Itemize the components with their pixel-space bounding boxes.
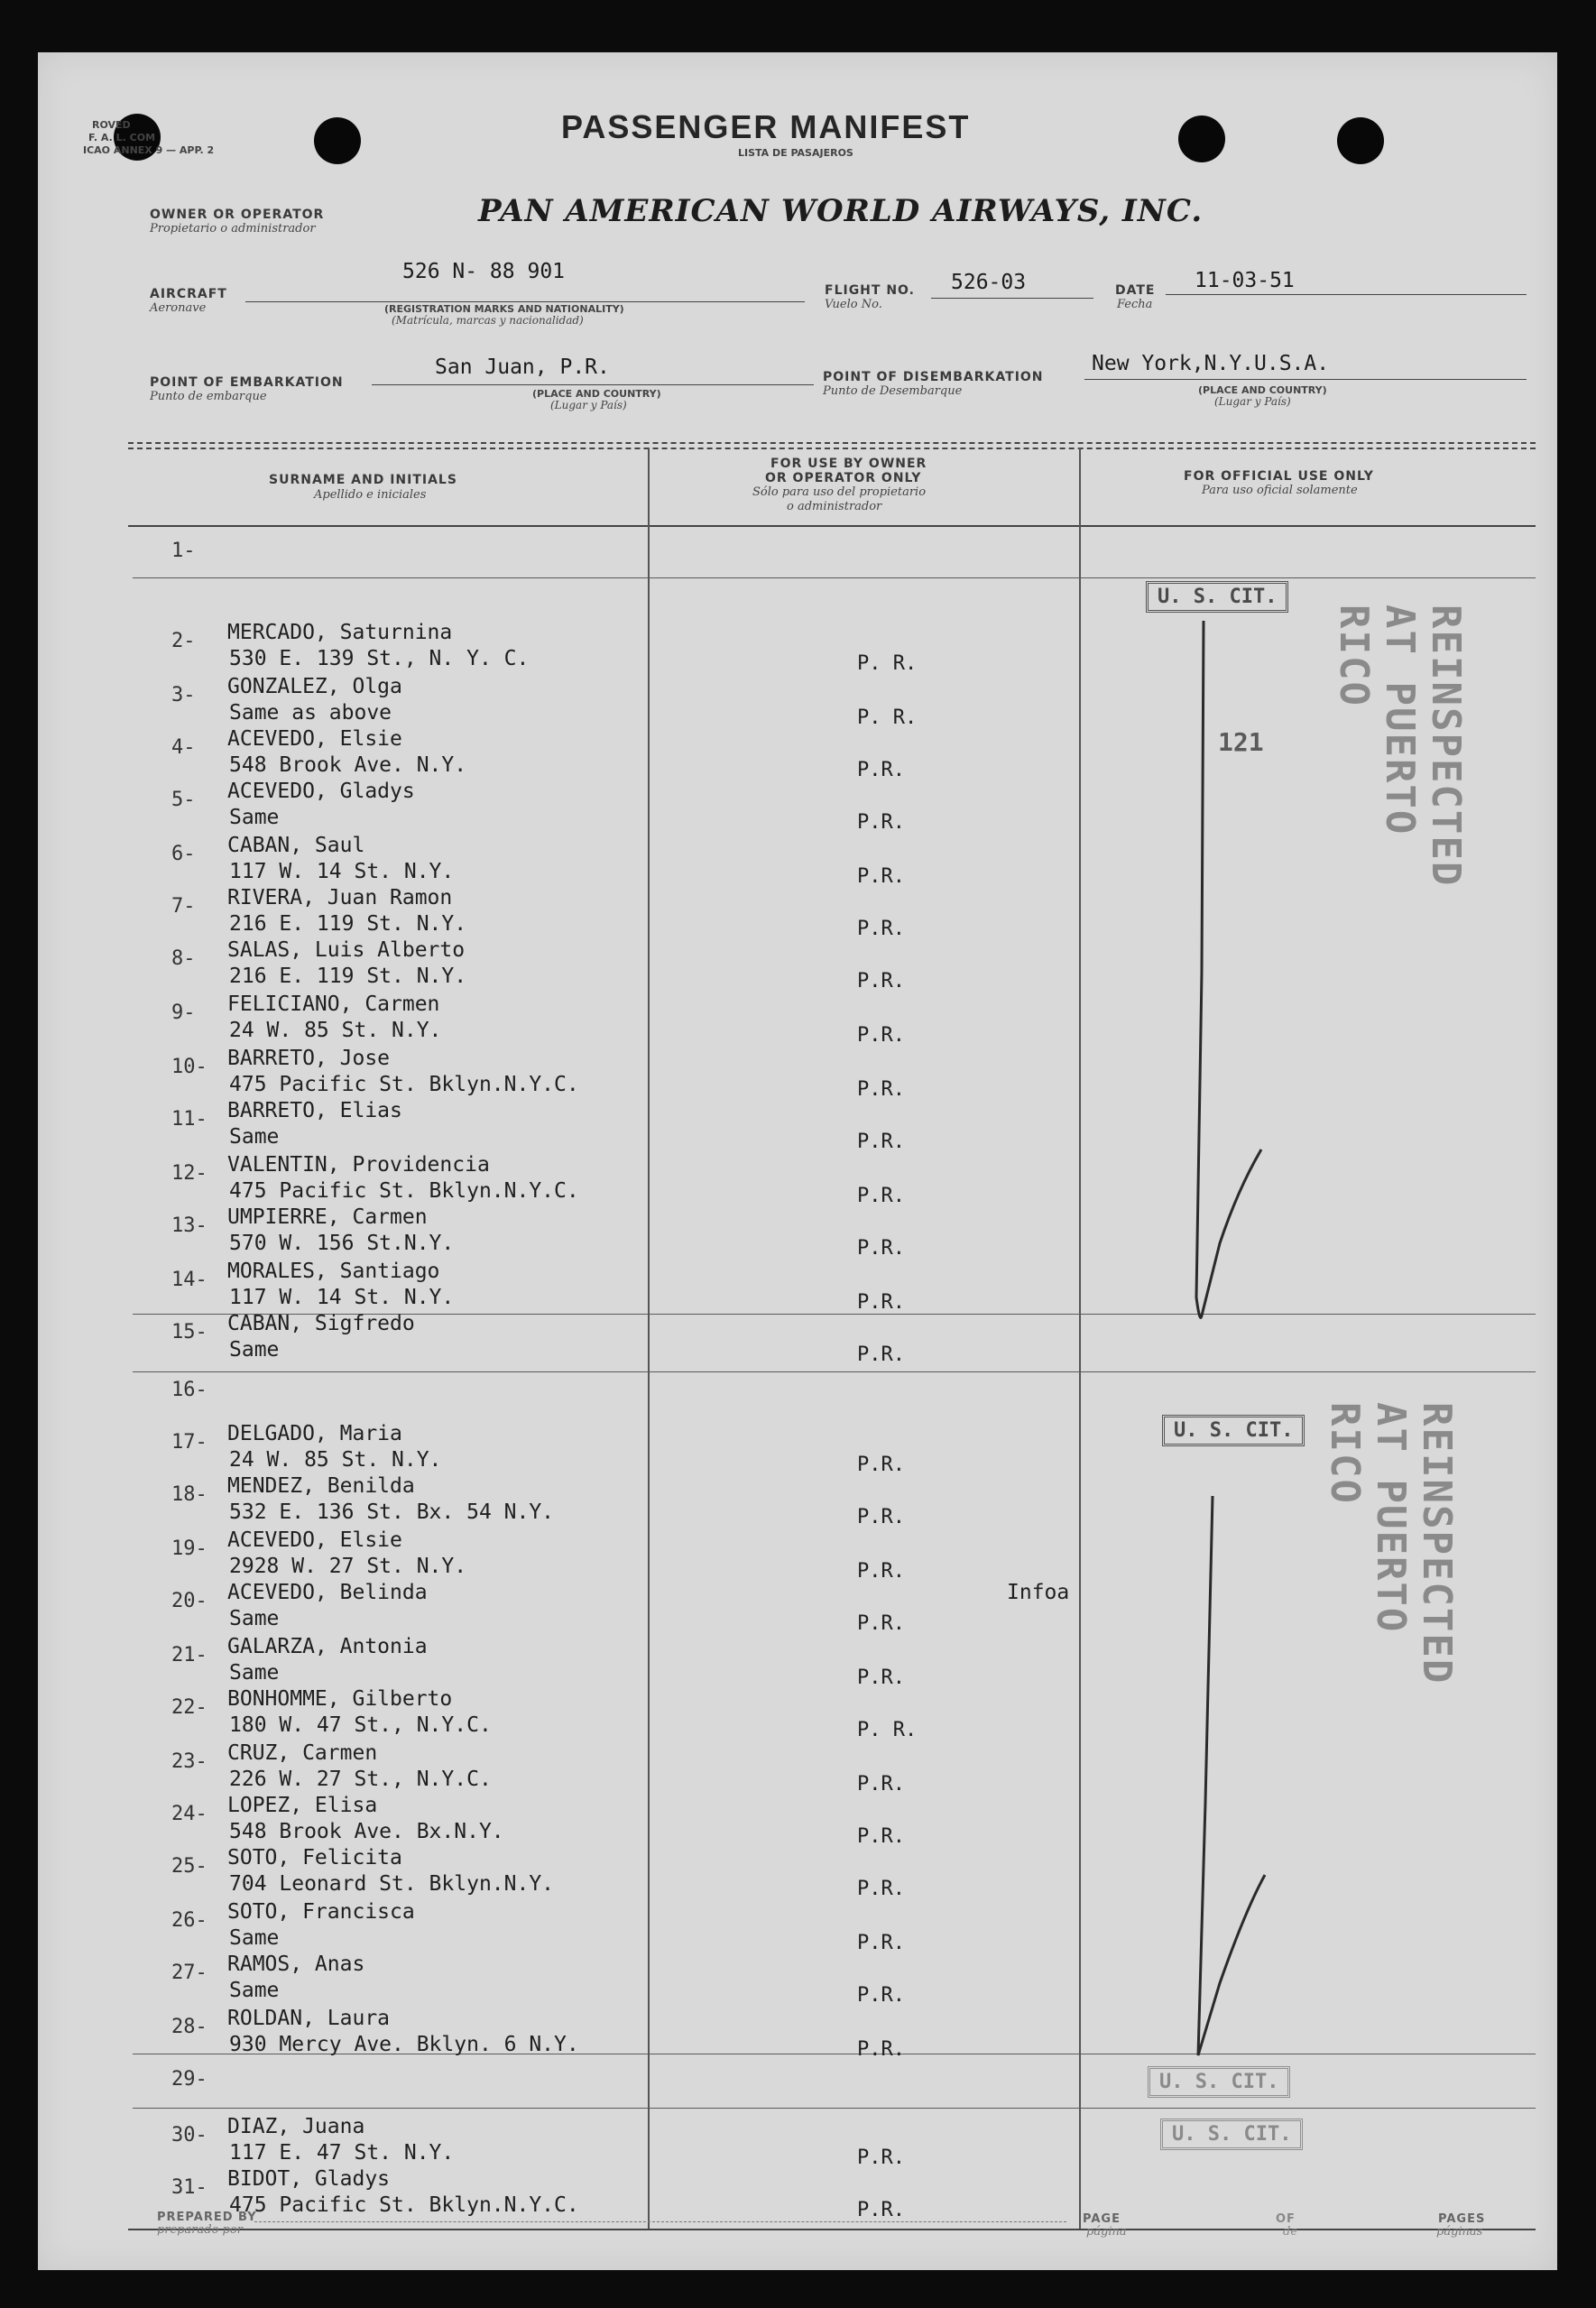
row-number: 29- xyxy=(171,2068,208,2091)
col2-header1: FOR USE BY OWNER xyxy=(770,457,927,471)
page-title-sub: LISTA DE PASAJEROS xyxy=(738,147,853,159)
passenger-address: 216 E. 119 St. N.Y. xyxy=(229,912,467,936)
operator-use: P.R. xyxy=(857,1024,905,1047)
owner-sub: Propietario o administrador xyxy=(150,222,316,235)
operator-use: P.R. xyxy=(857,1185,905,1207)
table-top-rule xyxy=(128,442,1536,444)
embark-sub: Punto de embarque xyxy=(150,390,267,403)
checkmark-icon xyxy=(1157,612,1274,1334)
operator-use: P.R. xyxy=(857,1291,905,1314)
passenger-address: Same xyxy=(229,1979,280,2002)
column-divider xyxy=(648,448,650,2229)
passenger-name: ACEVEDO, Elsie xyxy=(227,727,402,751)
operator-use: P.R. xyxy=(857,970,905,992)
passenger-name: ROLDAN, Laura xyxy=(227,2007,391,2030)
row-number: 19- xyxy=(171,1537,208,1560)
operator-use: P.R. xyxy=(857,2199,905,2221)
passenger-address: Same xyxy=(229,1661,280,1685)
row-number: 16- xyxy=(171,1379,208,1401)
checkmark-icon xyxy=(1166,1496,1283,2073)
passenger-name: LOPEZ, Elisa xyxy=(227,1794,378,1817)
passenger-address: Same xyxy=(229,806,280,829)
col2-sub1: Sólo para uso del propietario xyxy=(752,485,927,499)
embark-place-label: (PLACE AND COUNTRY) xyxy=(532,388,661,400)
date-label: DATE xyxy=(1115,283,1156,298)
row-number: 10- xyxy=(171,1056,208,1078)
passenger-address: 530 E. 139 St., N. Y. C. xyxy=(229,647,530,670)
row-number: 14- xyxy=(171,1269,208,1291)
passenger-name: ACEVEDO, Elsie xyxy=(227,1528,402,1552)
table-top-rule-2 xyxy=(128,448,1536,449)
passenger-address: 117 W. 14 St. N.Y. xyxy=(229,860,455,883)
page-title: PASSENGER MANIFEST xyxy=(561,108,971,145)
operator-use: P.R. xyxy=(857,1506,905,1528)
operator-use: P.R. xyxy=(857,1666,905,1689)
us-cit-stamp: U. S. CIT. xyxy=(1160,2119,1303,2150)
disembark-label: POINT OF DISEMBARKATION xyxy=(823,370,1044,384)
passenger-name: ACEVEDO, Belinda xyxy=(227,1581,428,1604)
row-number: 7- xyxy=(171,895,196,918)
passenger-name: BARRETO, Jose xyxy=(227,1047,391,1070)
operator-use: P.R. xyxy=(857,865,905,888)
passenger-name: ACEVEDO, Gladys xyxy=(227,780,415,803)
passenger-address: 548 Brook Ave. N.Y. xyxy=(229,753,467,777)
operator-use: P.R. xyxy=(857,2038,905,2061)
passenger-address: 532 E. 136 St. Bx. 54 N.Y. xyxy=(229,1500,555,1524)
operator-use: P.R. xyxy=(857,759,905,781)
flight-label: FLIGHT NO. xyxy=(825,283,915,298)
passenger-address: 930 Mercy Ave. Bklyn. 6 N.Y. xyxy=(229,2033,579,2056)
passenger-name: MERCADO, Saturnina xyxy=(227,621,453,644)
passenger-address: 226 W. 27 St., N.Y.C. xyxy=(229,1768,492,1791)
row-number: 8- xyxy=(171,947,196,970)
form-ref-line1: ROVED xyxy=(92,119,131,131)
operator-use: P. R. xyxy=(857,652,918,675)
row-number: 30- xyxy=(171,2124,208,2146)
passenger-address: Same as above xyxy=(229,701,392,725)
passenger-address: 117 W. 14 St. N.Y. xyxy=(229,1286,455,1309)
row-number: 21- xyxy=(171,1644,208,1666)
row-number: 23- xyxy=(171,1750,208,1773)
passenger-name: BARRETO, Elias xyxy=(227,1099,402,1122)
aircraft-value: 526 N- 88 901 xyxy=(402,260,566,283)
operator-use: P.R. xyxy=(857,1237,905,1260)
row-number: 18- xyxy=(171,1483,208,1506)
operator-use: P.R. xyxy=(857,1984,905,2007)
operator-use: P.R. xyxy=(857,1773,905,1796)
form-ref-line3: ICAO ANNEX 9 — APP. 2 xyxy=(83,144,215,156)
aircraft-rule xyxy=(245,301,805,302)
flight-rule xyxy=(931,298,1093,299)
col3-header: FOR OFFICIAL USE ONLY xyxy=(1184,469,1374,484)
operator-use: P.R. xyxy=(857,1343,905,1366)
passenger-name: SOTO, Francisca xyxy=(227,1900,415,1924)
reinspected-stamp: REINSPECTED AT PUERTO RICO xyxy=(1331,605,1469,888)
row-number: 1- xyxy=(171,540,196,562)
passenger-address: Same xyxy=(229,1338,280,1362)
row-number: 25- xyxy=(171,1855,208,1878)
us-cit-stamp: U. S. CIT. xyxy=(1146,581,1288,613)
punch-hole xyxy=(1337,117,1384,164)
col2-header2: OR OPERATOR ONLY xyxy=(765,471,922,485)
passenger-count-stamp: 121 xyxy=(1218,727,1264,757)
form-ref-line2: F. A. L. COM xyxy=(88,132,156,143)
embark-value: San Juan, P.R. xyxy=(435,355,610,379)
passenger-name: RAMOS, Anas xyxy=(227,1953,365,1976)
pages-label: PAGES xyxy=(1438,2212,1486,2226)
row-number: 31- xyxy=(171,2176,208,2199)
row-number: 27- xyxy=(171,1962,208,1984)
passenger-address: 24 W. 85 St. N.Y. xyxy=(229,1019,442,1042)
operator-use: P.R. xyxy=(857,2146,905,2169)
passenger-name: DELGADO, Maria xyxy=(227,1422,402,1445)
passenger-address: 475 Pacific St. Bklyn.N.Y.C. xyxy=(229,1073,579,1096)
us-cit-stamp: U. S. CIT. xyxy=(1162,1415,1305,1446)
table-bottom-rule xyxy=(128,2229,1536,2230)
row-number: 22- xyxy=(171,1696,208,1719)
passenger-address: 704 Leonard St. Bklyn.N.Y. xyxy=(229,1872,555,1896)
passenger-name: SALAS, Luis Alberto xyxy=(227,938,466,962)
date-sub: Fecha xyxy=(1117,298,1153,311)
row-separator xyxy=(133,577,1536,578)
passenger-address: Same xyxy=(229,1926,280,1950)
owner-label: OWNER OR OPERATOR xyxy=(150,208,325,222)
page-sub: página xyxy=(1086,2225,1127,2239)
punch-hole xyxy=(314,117,361,164)
row-separator xyxy=(133,1371,1536,1372)
operator-use: P.R. xyxy=(857,811,905,834)
passenger-address: 117 E. 47 St. N.Y. xyxy=(229,2141,455,2165)
passenger-name: MORALES, Santiago xyxy=(227,1260,440,1283)
passenger-name: MENDEZ, Benilda xyxy=(227,1474,415,1498)
operator-use: P.R. xyxy=(857,1825,905,1848)
punch-hole xyxy=(1178,115,1225,162)
embark-rule xyxy=(372,384,814,385)
row-number: 15- xyxy=(171,1321,208,1343)
disembark-place-sub: (Lugar y País) xyxy=(1214,395,1291,408)
prepared-sub: preparado por xyxy=(157,2223,243,2237)
operator-use: P.R. xyxy=(857,1560,905,1583)
col3-sub: Para uso oficial solamente xyxy=(1202,484,1358,497)
embark-label: POINT OF EMBARKATION xyxy=(150,375,344,390)
passenger-name: UMPIERRE, Carmen xyxy=(227,1205,428,1229)
row-number: 4- xyxy=(171,736,196,759)
operator-use: P.R. xyxy=(857,1454,905,1476)
row-number: 11- xyxy=(171,1108,208,1131)
operator-use: P.R. xyxy=(857,1932,905,1954)
operator-use: P.R. xyxy=(857,1878,905,1900)
row-number: 13- xyxy=(171,1214,208,1237)
operator-use: P.R. xyxy=(857,1078,905,1101)
passenger-name: BIDOT, Gladys xyxy=(227,2167,391,2191)
flight-sub: Vuelo No. xyxy=(825,298,882,311)
flight-value: 526-03 xyxy=(951,271,1027,294)
column-divider xyxy=(1079,448,1081,2229)
passenger-address: Same xyxy=(229,1607,280,1630)
row-number: 6- xyxy=(171,843,196,865)
passenger-name: FELICIANO, Carmen xyxy=(227,992,440,1016)
disembark-place-label: (PLACE AND COUNTRY) xyxy=(1198,384,1327,396)
passenger-address: 24 W. 85 St. N.Y. xyxy=(229,1448,442,1472)
registration-sub: (Matrícula, marcas y nacionalidad) xyxy=(392,314,584,327)
row-number: 12- xyxy=(171,1162,208,1185)
passenger-name: GALARZA, Antonia xyxy=(227,1635,428,1658)
operator-note: Infoa xyxy=(1007,1581,1070,1604)
passenger-name: VALENTIN, Providencia xyxy=(227,1153,490,1177)
col1-sub: Apellido e iniciales xyxy=(314,488,427,502)
row-number: 2- xyxy=(171,630,196,652)
of-label: OF xyxy=(1276,2212,1296,2226)
row-number: 26- xyxy=(171,1909,208,1932)
col1-header: SURNAME AND INITIALS xyxy=(269,473,457,487)
pages-sub: páginas xyxy=(1436,2225,1483,2239)
operator-use: P. R. xyxy=(857,706,918,729)
passenger-name: GONZALEZ, Olga xyxy=(227,675,402,698)
disembark-sub: Punto de Desembarque xyxy=(823,384,963,398)
manifest-page xyxy=(38,52,1557,2270)
date-rule xyxy=(1166,294,1527,295)
row-number: 9- xyxy=(171,1002,196,1024)
passenger-address: 180 W. 47 St., N.Y.C. xyxy=(229,1713,492,1737)
row-number: 28- xyxy=(171,2016,208,2038)
registration-label: (REGISTRATION MARKS AND NATIONALITY) xyxy=(384,303,624,315)
aircraft-label: AIRCRAFT xyxy=(150,287,227,301)
passenger-address: 475 Pacific St. Bklyn.N.Y.C. xyxy=(229,2193,579,2217)
col2-sub2: o administrador xyxy=(787,500,882,513)
passenger-name: DIAZ, Juana xyxy=(227,2115,365,2138)
passenger-address: 2928 W. 27 St. N.Y. xyxy=(229,1555,467,1578)
disembark-rule xyxy=(1084,379,1527,380)
row-separator xyxy=(133,2108,1536,2109)
reinspected-stamp: REINSPECTED AT PUERTO RICO xyxy=(1322,1402,1460,1685)
operator-use: P.R. xyxy=(857,918,905,940)
prepared-rule xyxy=(254,2221,1066,2222)
passenger-name: SOTO, Felicita xyxy=(227,1846,402,1869)
row-number: 17- xyxy=(171,1431,208,1454)
passenger-address: 475 Pacific St. Bklyn.N.Y.C. xyxy=(229,1179,579,1203)
passenger-address: 216 E. 119 St. N.Y. xyxy=(229,965,467,988)
embark-place-sub: (Lugar y País) xyxy=(550,399,627,411)
of-sub: de xyxy=(1283,2225,1298,2239)
passenger-name: CABAN, Sigfredo xyxy=(227,1312,415,1335)
operator-use: P.R. xyxy=(857,1612,905,1635)
row-number: 3- xyxy=(171,684,196,706)
row-number: 5- xyxy=(171,789,196,811)
date-value: 11-03-51 xyxy=(1195,269,1295,292)
passenger-name: RIVERA, Juan Ramon xyxy=(227,886,453,909)
us-cit-stamp: U. S. CIT. xyxy=(1148,2066,1290,2098)
passenger-name: CABAN, Saul xyxy=(227,834,365,857)
row-number: 24- xyxy=(171,1803,208,1825)
aircraft-sub: Aeronave xyxy=(150,301,207,315)
operator-use: P. R. xyxy=(857,1719,918,1741)
table-header-rule xyxy=(128,525,1536,527)
passenger-name: BONHOMME, Gilberto xyxy=(227,1687,453,1711)
passenger-address: 570 W. 156 St.N.Y. xyxy=(229,1232,455,1255)
airline-name: PAN AMERICAN WORLD AIRWAYS, INC. xyxy=(478,193,1204,229)
passenger-name: CRUZ, Carmen xyxy=(227,1741,378,1765)
passenger-address: 548 Brook Ave. Bx.N.Y. xyxy=(229,1820,504,1843)
page-label: PAGE xyxy=(1083,2212,1121,2226)
prepared-label: PREPARED BY xyxy=(157,2211,257,2224)
row-number: 20- xyxy=(171,1590,208,1612)
disembark-value: New York,N.Y.U.S.A. xyxy=(1092,352,1330,375)
operator-use: P.R. xyxy=(857,1131,905,1153)
passenger-address: Same xyxy=(229,1125,280,1149)
